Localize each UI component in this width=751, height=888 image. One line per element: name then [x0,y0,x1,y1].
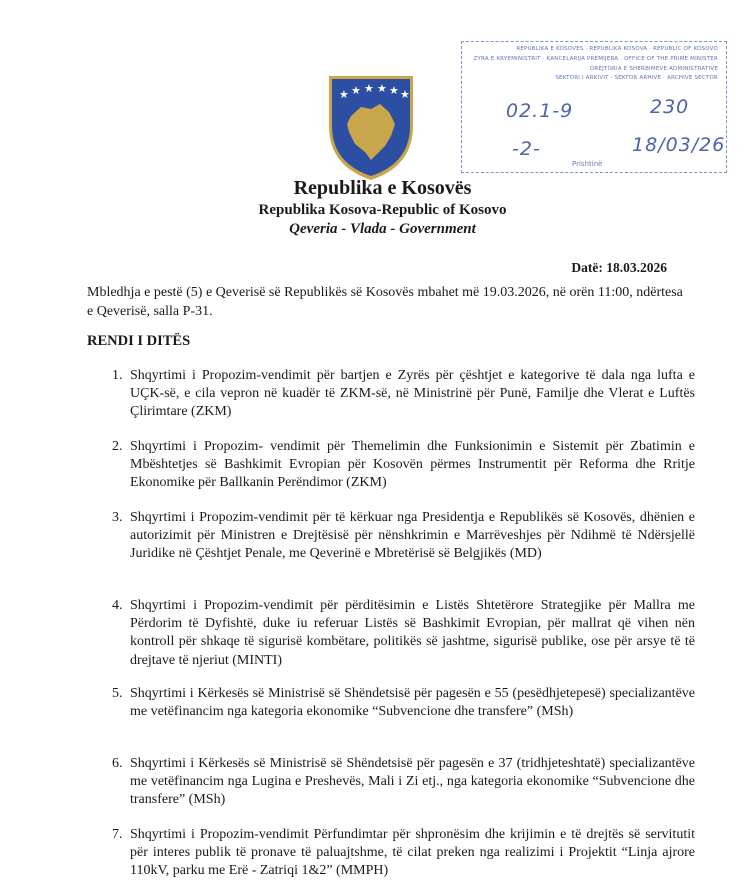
agenda-item [87,826,695,881]
svg-text:★: ★ [351,84,361,97]
agenda-item [87,367,695,422]
government-line: Qeveria - Vlada - Government [289,221,476,237]
agenda-item-number: 3. [112,510,123,525]
svg-text:★: ★ [377,82,387,95]
svg-text:★: ★ [400,88,410,101]
agenda-item-number: 7. [112,827,123,842]
svg-text:★: ★ [339,88,349,101]
agenda-item [87,509,695,564]
agenda-item [87,438,695,493]
coat-of-arms-icon [325,74,417,182]
agenda-item-number: 1. [112,368,123,383]
stamp-code: 02.1-9 [506,100,574,122]
agenda-item-text: Shqyrtimi i Propozim-vendimit për bartjen e Zyrës për çështjet e kategorive të dala nga lufta e UÇK-së, e cila vepron në kuadër të ZKM-së, në Ministrinë për Punë, Familje dhe Vlerat e Luftës Çlirimtare (ZKM) [130,368,695,420]
stamp-line: ZYRA E KRYEMINISTRIT · KANCELARIJA PREMIJERA · OFFICE OF THE PRIME MINISTER [473,56,718,62]
agenda-item-text: Shqyrtimi i Propozim-vendimit Përfundimtar për shpronësim dhe krijimin e të drejtës së servitutit për interes publik të pronave të paluajtshme, të cilat preken nga realizimi i Projektit “Linja ajrore 110kV, parku me Erë - Zatriqi 1&2” (MMPH) [130,827,695,879]
agenda-item-text: Shqyrtimi i Kërkesës së Ministrisë së Shëndetsisë për pagesën e 37 (tridhjeteshtatë) specializantëve me vetëfinancim nga Lugina e Preshevës, Mali i Zi etj., nga kategoria ekonomike “Subvencione dhe transfere” (MSh) [130,756,695,808]
agenda-item [87,685,695,721]
agenda-title: RENDI I DITËS [87,333,191,349]
agenda-item [87,755,695,810]
stamp-date: 18/03/26 [632,134,726,156]
agenda-item-text: Shqyrtimi i Propozim-vendimit për përditësimin e Listës Shtetërore Strategjike për Mallra me Përdorim të Dyfishtë, duke iu referuar Listës së Bashkimit Evropian, për mallrat që vihen nën kontroll për shkaqe të sigurisë kombëtare, politikës së jashtme, sigurisë publike, ose për arsye të të drejtave të njeriut (MINTI) [130,598,695,668]
document-date: Datë: 18.03.2026 [571,260,667,275]
agenda-item-text: Shqyrtimi i Propozim-vendimit për të kërkuar nga Presidentja e Republikës së Kosovës, dhënien e autorizimit për Ministren e Drejtësisë për nënshkrimin e Marrëveshjes për Ndihmë të Ndërsjellë Juridike në Çështjet Penale, me Qeverinë e Mbretërisë së Belgjikës (MD) [130,510,695,562]
stamp-line: DREJTORIA E SHËRBIMEVE ADMINISTRATIVE [589,66,718,72]
republic-title: Republika e Kosovës [293,177,472,199]
agenda-item-text: Shqyrtimi i Kërkesës së Ministrisë së Shëndetsisë për pagesën e 55 (pesëdhjetepesë) specializantëve me vetëfinancim nga kategoria ekonomike “Subvencione dhe transfere” (MSh) [130,686,695,720]
stamp-line: REPUBLIKA E KOSOVËS · REPUBLIKA KOSOVA · REPUBLIC OF KOSOVO [516,46,718,52]
agenda-item-number: 4. [112,598,123,613]
svg-text:★: ★ [389,84,399,97]
agenda-item-number: 6. [112,756,123,771]
stamp-minus: -2- [512,138,541,160]
registry-stamp [461,41,727,173]
agenda-item-number: 5. [112,686,123,701]
stamp-footer: Prishtinë [572,160,603,168]
meeting-intro: Mbledhja e pestë (5) e Qeverisë së Republikës së Kosovës mbahet më 19.03.2026, në orën 11:00, ndërtesa e Qeverisë, salla P-31. [87,285,683,319]
agenda-item-text: Shqyrtimi i Propozim- vendimit për Themelimin dhe Funksionimin e Sistemit për Zbatimin e Mbështetjes së Bashkimit Evropian për Kosovën përmes Instrumentit për Reforma dhe Rritje Ekonomike për Ballkanin Perëndimor (ZKM) [130,439,695,491]
republic-subtitle: Republika Kosova-Republic of Kosovo [258,202,507,218]
svg-text:★: ★ [364,82,374,95]
stamp-number: 230 [650,96,690,118]
agenda-item [87,597,695,670]
stamp-line: SEKTORI I ARKIVIT · SEKTOR ARHIVE · ARCHIVE SECTOR [555,75,718,81]
agenda-item-number: 2. [112,439,123,454]
